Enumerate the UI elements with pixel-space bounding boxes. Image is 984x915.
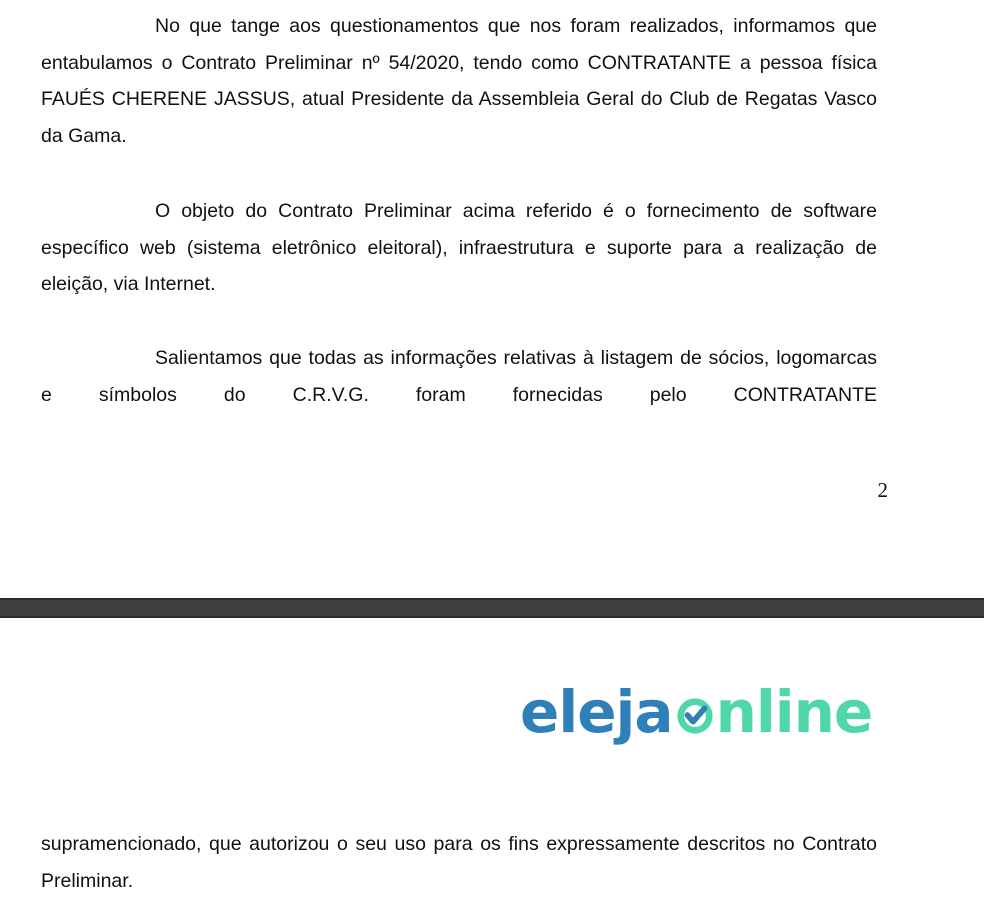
paragraph-questionamentos: No que tange aos questionamentos que nos foram realizados, informamos que entabulamos o Contrato Preliminar nº 54/2020, tendo como CONTRATANTE a pessoa física FAUÉS CHERENE JASSUS, atual Presidente da Assembleia Geral do Club de Regatas Vasco da Gama.: [41, 15, 877, 147]
logo-text-nline: nline: [715, 678, 873, 746]
page-separator: [0, 598, 984, 618]
checkmark-circle-icon: [676, 697, 714, 735]
paragraph-objeto-contrato: O objeto do Contrato Preliminar acima referido é o fornecimento de software específico web (sistema eletrônico eleitoral), infraestrutura e suporte para a realização de eleição, via Internet.: [41, 200, 877, 295]
paragraph-informacoes-socios: Salientamos que todas as informações relativas à listagem de sócios, logomarcas e símbolos do C.R.V.G. foram fornecidas pelo CONTRATANTE: [41, 347, 877, 406]
page-number: 2: [877, 478, 888, 502]
logo-text-eleja: eleja: [520, 678, 673, 746]
paragraph-supramencionado: supramencionado, que autorizou o seu uso para os fins expressamente descritos no Contrato Preliminar.: [41, 833, 877, 892]
elejaonline-logo: [520, 672, 872, 752]
